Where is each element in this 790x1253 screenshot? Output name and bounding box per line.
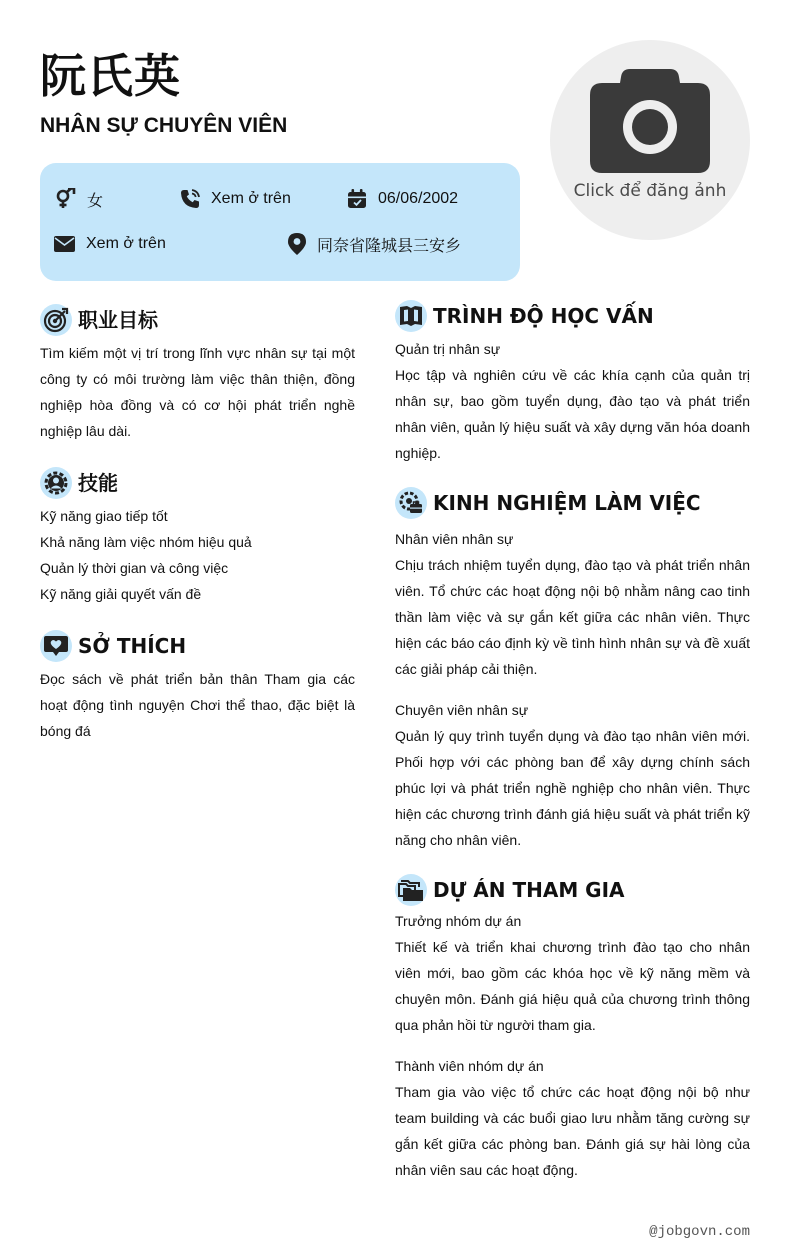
address-value: 同奈省隆城县三安乡 xyxy=(317,237,462,255)
education-heading-text: TRÌNH ĐỘ HỌC VẤN xyxy=(433,304,654,328)
education-subject: Quản trị nhân sự xyxy=(395,341,501,357)
skill-item: Khả năng làm việc nhóm hiệu quả xyxy=(40,534,252,550)
address-item xyxy=(288,232,461,256)
experience-role: Chuyên viên nhân sự xyxy=(395,702,529,718)
phone-value: Xem ở trên xyxy=(211,190,291,207)
education-text: Học tập và nghiên cứu về các khía cạnh của quản trị nhân sự, bao gồm tuyển dụng, đào tạo và phát triển nhân viên, quản lý hiệu suất và xây dựng văn hóa doanh nghiệp. xyxy=(395,367,750,461)
skill-item: Kỹ năng giải quyết vấn đề xyxy=(40,586,202,602)
experience-icon-badge xyxy=(395,487,427,519)
birthday-value: 06/06/2002 xyxy=(378,190,459,207)
briefcase-gear-icon xyxy=(398,490,424,516)
book-icon xyxy=(399,305,423,327)
objective-heading-text: 职业目标 xyxy=(78,308,158,332)
birthday-item xyxy=(347,187,458,211)
user-gear-icon xyxy=(43,470,69,496)
experience-text: Quản lý quy trình tuyển dụng và đào tạo nhân viên mới. Phối hợp với các phòng ban để xây dựng chính sách phúc lợi và phát triển nghề nghiệp cho nhân viên. Thực hiện các chương trình đánh giá hiệu suất và phát triển kỹ năng cho nhân viên. xyxy=(395,728,750,848)
hobbies-icon-badge xyxy=(40,630,72,662)
footer-watermark: @jobgovn.com xyxy=(649,1224,750,1240)
project-text: Thiết kế và triển khai chương trình đào tạo cho nhân viên mới, bao gồm các khóa học về kỹ năng mềm và chuyên môn. Đánh giá hiệu quả của chương trình thông qua phản hồi từ người tham gia. xyxy=(395,939,750,1033)
project-text: Tham gia vào việc tổ chức các hoạt động nội bộ như team building và các buổi giao lưu nhằm tăng cường sự gắn kết giữa các phòng ban. Đánh giá sự hài lòng của nhân viên sau các hoạt động. xyxy=(395,1084,750,1178)
gender-value: 女 xyxy=(87,192,104,210)
education-icon-badge xyxy=(395,300,427,332)
contact-info-box xyxy=(40,163,520,281)
projects-heading-text: DỰ ÁN THAM GIA xyxy=(433,878,625,902)
target-icon xyxy=(43,307,69,333)
experience-heading-text: KINH NGHIỆM LÀM VIỆC xyxy=(433,491,701,515)
skill-item: Quản lý thời gian và công việc xyxy=(40,560,229,576)
envelope-icon xyxy=(54,236,75,252)
phone-icon xyxy=(180,189,200,209)
job-title: NHÂN SỰ CHUYÊN VIÊN xyxy=(40,114,288,137)
skills-heading xyxy=(40,467,118,499)
heart-message-icon xyxy=(44,635,68,657)
skills-icon-badge xyxy=(40,467,72,499)
phone-item xyxy=(180,187,291,211)
project-role: Trưởng nhóm dự án xyxy=(395,913,522,929)
folders-icon xyxy=(398,878,424,902)
candidate-name: 阮氏英 xyxy=(40,49,181,103)
hobbies-heading xyxy=(40,630,186,662)
skills-heading-text: 技能 xyxy=(78,471,118,495)
photo-upload[interactable] xyxy=(550,40,750,240)
objective-text: Tìm kiếm một vị trí trong lĩnh vực nhân sự tại một công ty có môi trường làm việc thân thiện, đồng nghiệp hòa đồng và có cơ hội phát triển nghề nghiệp lâu dài. xyxy=(40,345,355,439)
projects-heading xyxy=(395,874,625,906)
projects-icon-badge xyxy=(395,874,427,906)
skill-item: Kỹ năng giao tiếp tốt xyxy=(40,508,168,524)
experience-heading xyxy=(395,487,701,519)
gender-icon xyxy=(54,188,76,210)
calendar-icon xyxy=(347,189,367,209)
email-value: Xem ở trên xyxy=(86,235,166,252)
education-heading xyxy=(395,300,654,332)
location-pin-icon xyxy=(288,233,306,255)
project-role: Thành viên nhóm dự án xyxy=(395,1058,544,1074)
photo-upload-label: Click để đăng ảnh xyxy=(573,181,727,201)
hobbies-heading-text: SỞ THÍCH xyxy=(78,634,187,658)
experience-role: Nhân viên nhân sự xyxy=(395,531,514,547)
experience-text: Chịu trách nhiệm tuyển dụng, đào tạo và phát triển nhân viên. Tổ chức các hoạt động nội bộ nhằm nâng cao tinh thần làm việc và sự gắn kết giữa các nhân viên. Thực hiện các báo cáo định kỳ về tình hình nhân sự và đề xuất các giải pháp cải thiện. xyxy=(395,557,750,677)
hobbies-text: Đọc sách về phát triển bản thân Tham gia các hoạt động tình nguyện Chơi thể thao, đặc biệt là bóng đá xyxy=(40,671,355,739)
objective-heading xyxy=(40,304,158,336)
objective-icon-badge xyxy=(40,304,72,336)
camera-icon xyxy=(590,69,710,173)
email-item xyxy=(54,232,166,256)
gender-item xyxy=(54,187,103,211)
